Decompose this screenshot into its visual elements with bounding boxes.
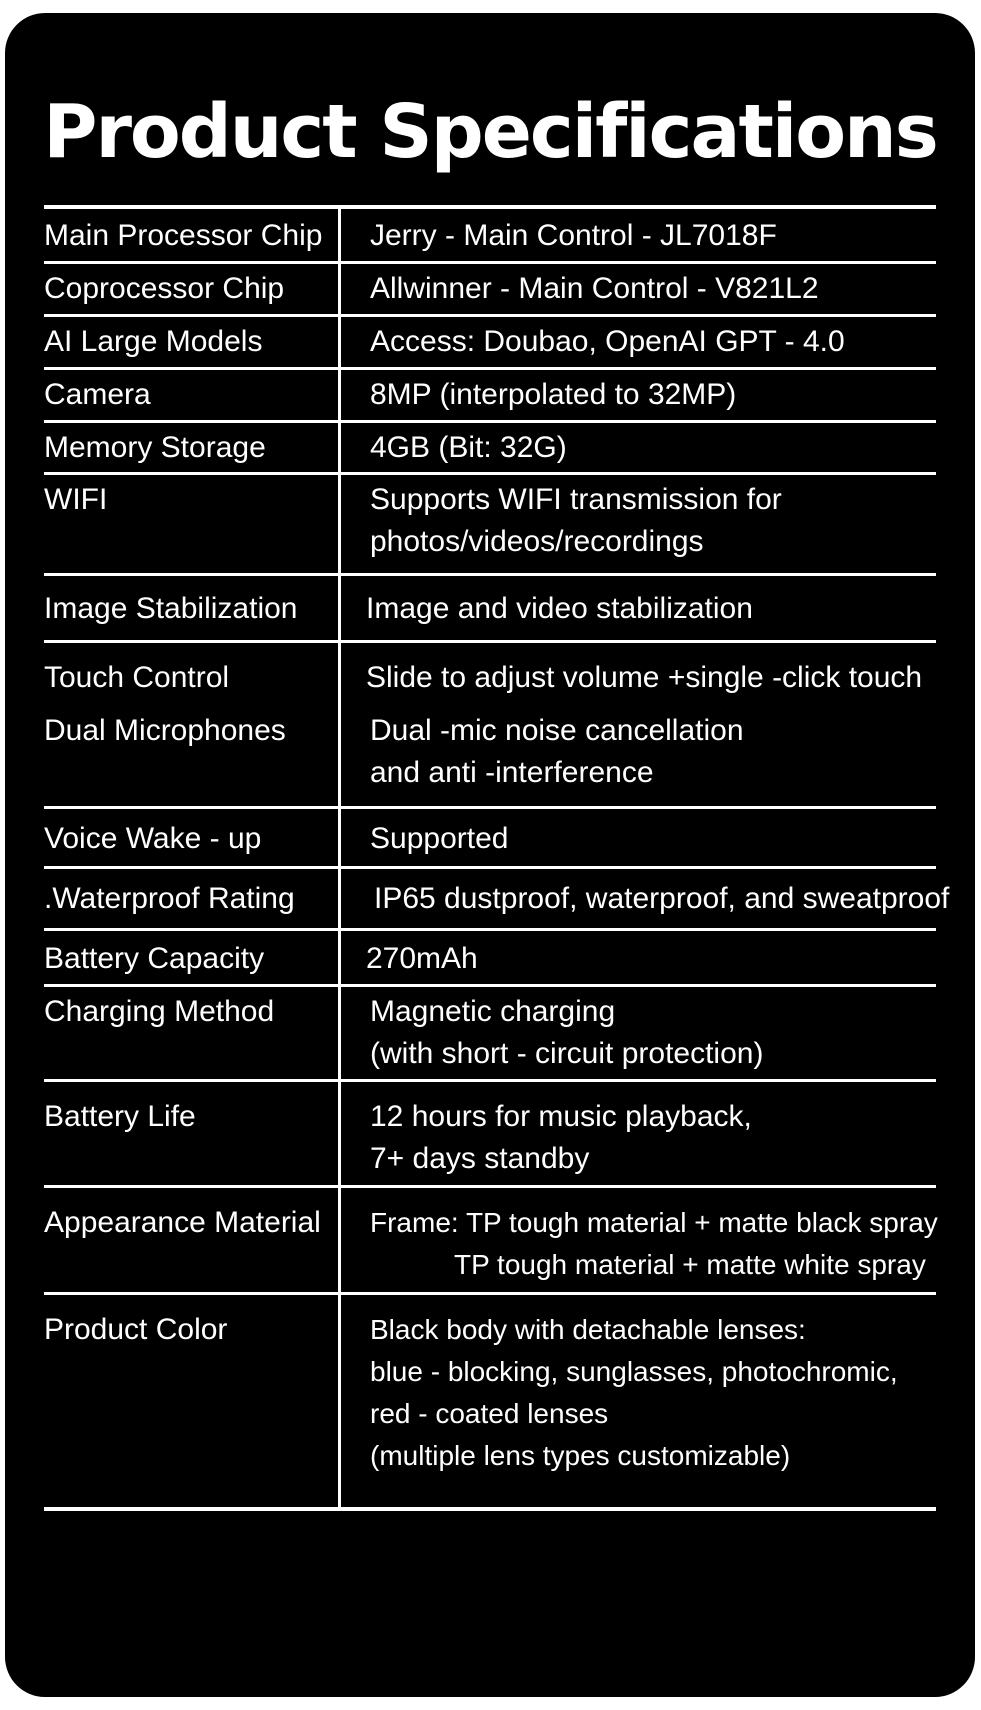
spec-value: 12 hours for music playback, 7+ days standby — [370, 1100, 752, 1175]
spec-row-product-color — [44, 1295, 936, 1507]
spec-label: WIFI — [44, 483, 108, 516]
spec-label: Main Processor Chip — [44, 219, 323, 252]
spec-row-battery-life — [44, 1082, 936, 1188]
spec-card — [5, 13, 975, 1697]
spec-label: Image Stabilization — [44, 592, 298, 625]
spec-label: Dual Microphones — [44, 714, 286, 747]
spec-value: Black body with detachable lenses: blue - blocking, sunglasses, photochromic, red - coated lenses (multiple lens types customizable) — [370, 1314, 898, 1471]
spec-row-memory — [44, 423, 936, 475]
spec-label: Memory Storage — [44, 431, 266, 464]
spec-value: Supported — [370, 822, 509, 855]
spec-label: Battery Capacity — [44, 942, 265, 975]
spec-row-stabilization — [44, 576, 936, 643]
spec-row-main-processor — [44, 209, 936, 264]
spec-row-appearance — [44, 1188, 936, 1295]
spec-value: IP65 dustproof, waterproof, and sweatproof — [374, 882, 950, 915]
spec-row-battery-capacity — [44, 931, 936, 987]
spec-value: Access: Doubao, OpenAI GPT - 4.0 — [370, 325, 845, 358]
spec-value: Image and video stabilization — [366, 592, 753, 625]
spec-value: 4GB (Bit: 32G) — [370, 431, 567, 464]
spec-value: Magnetic charging (with short - circuit protection) — [370, 995, 764, 1070]
spec-value: Allwinner - Main Control - V821L2 — [370, 272, 819, 305]
spec-label: AI Large Models — [44, 325, 263, 358]
page-title: Product Specifications — [43, 89, 937, 175]
spec-row-wifi — [44, 475, 936, 576]
spec-label: Charging Method — [44, 995, 275, 1028]
spec-label: Product Color — [44, 1313, 228, 1346]
spec-value: 270mAh — [366, 942, 478, 975]
spec-table — [44, 205, 950, 1511]
spec-label: Touch Control — [44, 661, 230, 694]
spec-value: Slide to adjust volume +single -click touch — [366, 661, 923, 694]
spec-label: Coprocessor Chip — [44, 272, 285, 305]
spec-row-camera — [44, 370, 936, 423]
spec-value: Dual -mic noise cancellation and anti -interference — [370, 714, 744, 789]
spec-row-waterproof — [44, 869, 950, 931]
spec-row-ai-models — [44, 317, 936, 370]
spec-label: Camera — [44, 378, 151, 411]
spec-label: Appearance Material — [44, 1206, 321, 1239]
spec-label: .Waterproof Rating — [44, 882, 295, 915]
spec-row-voice-wake — [44, 809, 936, 869]
spec-label: Voice Wake - up — [44, 822, 262, 855]
spec-row-charging — [44, 987, 936, 1082]
spec-value: Jerry - Main Control - JL7018F — [370, 219, 777, 252]
spec-row-touch-mic — [44, 643, 936, 809]
spec-row-coprocessor — [44, 264, 936, 317]
spec-value: Supports WIFI transmission for photos/videos/recordings — [370, 483, 782, 558]
spec-value: 8MP (interpolated to 32MP) — [370, 378, 737, 411]
spec-value: Frame: TP tough material + matte black spray TP tough material + matte white spray — [370, 1207, 938, 1280]
spec-label: Battery Life — [44, 1100, 196, 1133]
